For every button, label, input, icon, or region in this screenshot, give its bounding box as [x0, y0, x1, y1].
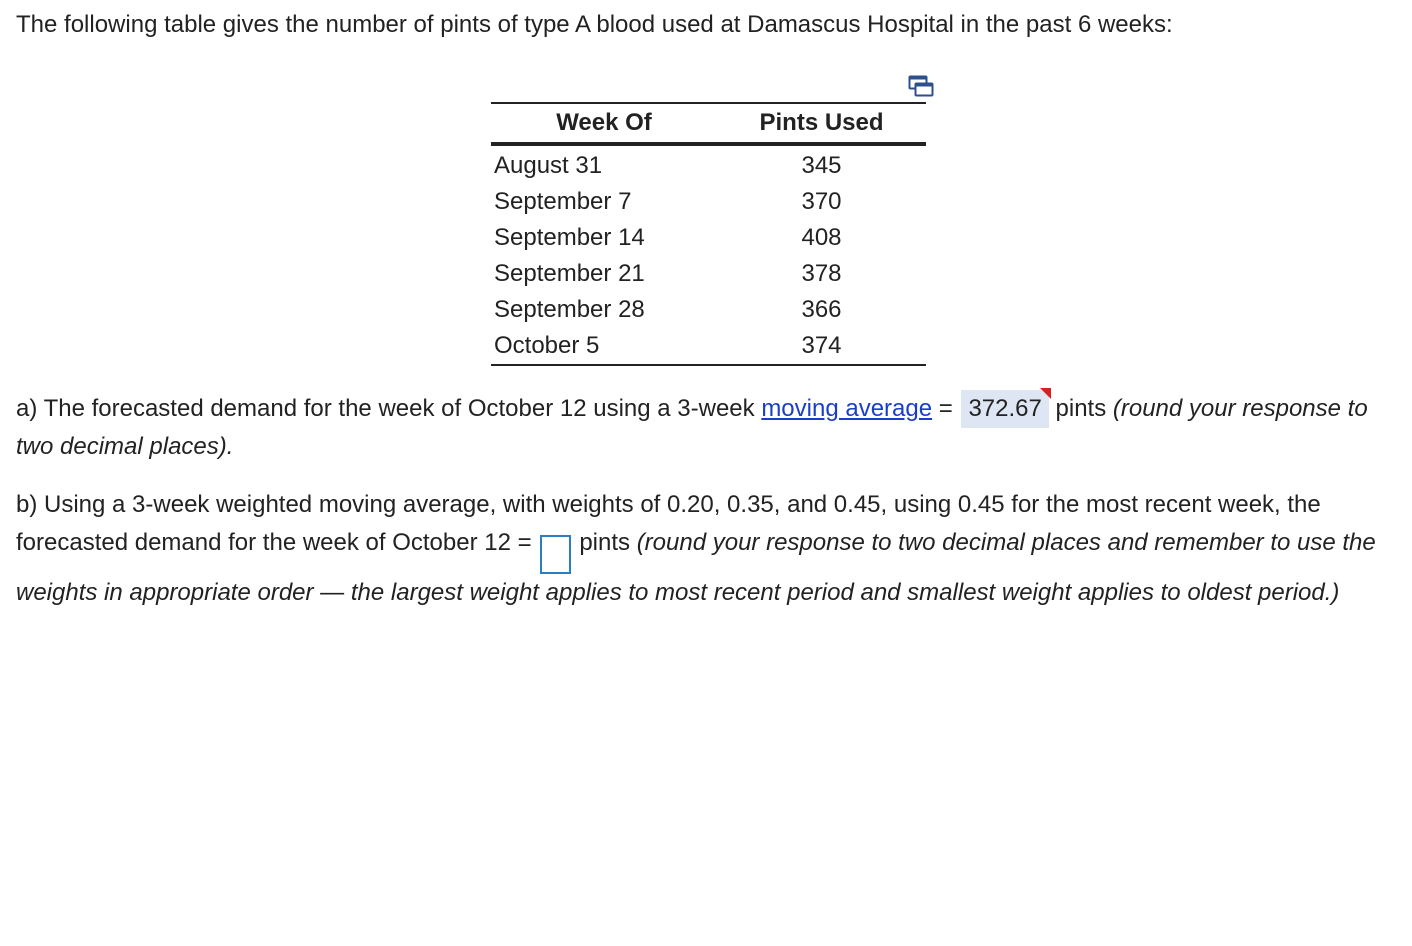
part-b-question: [16, 486, 1396, 612]
part-b-note-second: the largest weight applies to most recent period and smallest weight applies to oldest period.): [350, 579, 1340, 606]
part-a-answer-value: 372.67: [968, 395, 1042, 422]
part-b-answer-input[interactable]: [540, 535, 571, 574]
part-b-prefix: b) Using a 3-week weighted moving average, with weights of 0.20, 0.35, and 0.45, using 0.45 for the most recent week, the forecasted demand for the week of October 12 =: [16, 491, 1321, 556]
copy-table-icon[interactable]: [908, 75, 934, 97]
table-row: [491, 220, 926, 256]
pints-cell: 370: [801, 188, 842, 215]
week-cell: August 31: [494, 152, 603, 179]
intro-text: The following table gives the number of pints of type A blood used at Damascus Hospital in the past 6 weeks:: [16, 11, 1173, 38]
week-cell: September 21: [494, 260, 645, 287]
header-week-of: Week Of: [556, 109, 652, 136]
week-cell: September 14: [494, 224, 645, 251]
pints-cell: 366: [801, 296, 842, 323]
em-dash: —: [313, 579, 351, 606]
pints-cell: 374: [801, 332, 842, 359]
part-a-rounding-note: (round your response to two decimal places).: [16, 395, 1368, 460]
part-a-answer: [961, 390, 1048, 428]
pints-cell: 378: [801, 260, 842, 287]
header-pints-used: Pints Used: [759, 109, 884, 136]
moving-average-link[interactable]: moving average: [761, 395, 933, 422]
table-row: [491, 144, 926, 184]
part-b-note-first: (round your response to two decimal places and remember to use the weights in appropriate order: [16, 529, 1376, 606]
part-b-unit: pints: [579, 529, 637, 556]
table-row: [491, 184, 926, 220]
week-cell: September 28: [494, 296, 645, 323]
table-row: [491, 256, 926, 292]
part-a-prefix: a) The forecasted demand for the week of October 12 using a 3-week: [16, 395, 762, 422]
part-a-unit: pints: [1048, 395, 1113, 422]
table-row: [491, 292, 926, 328]
part-a-equals: =: [932, 395, 960, 422]
table-header-row: [491, 103, 926, 144]
blood-usage-table: [491, 102, 926, 366]
table-row: [491, 328, 926, 365]
incorrect-flag-icon: [1040, 388, 1051, 399]
week-cell: September 7: [494, 188, 632, 215]
pints-cell: 408: [801, 224, 842, 251]
part-a-question: [16, 390, 1396, 466]
pints-cell: 345: [801, 152, 842, 179]
week-cell: October 5: [494, 332, 600, 359]
